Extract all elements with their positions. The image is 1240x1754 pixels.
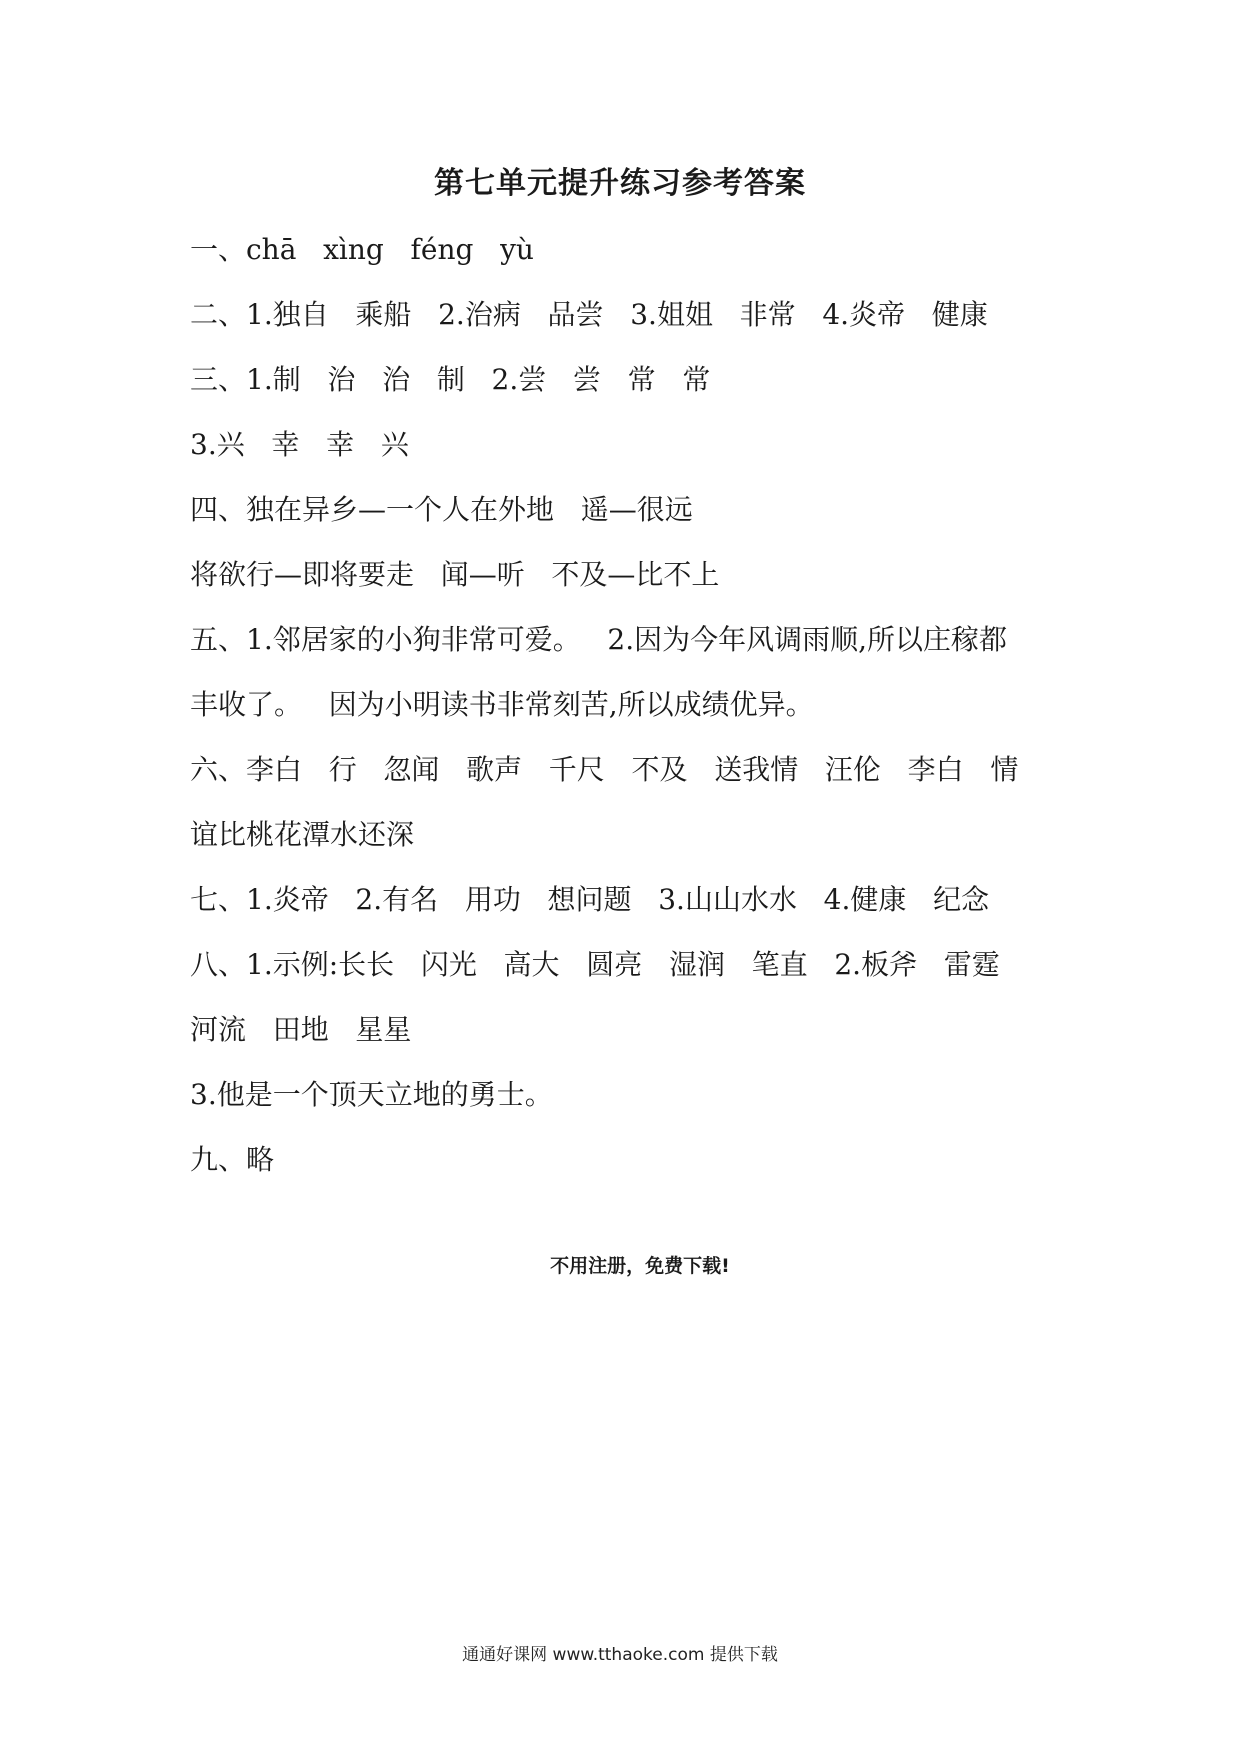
answer-line-12: 八、1.示例:长长 闪光 高大 圆亮 湿润 笔直 2.板斧 雷霆 [190,948,1000,981]
answer-line-7: 五、1.邻居家的小狗非常可爱。 2.因为今年风调雨顺,所以庄稼都 [190,623,1008,656]
answer-line-10: 谊比桃花潭水还深 [190,818,415,851]
answer-line-15: 九、略 [190,1143,275,1176]
answer-line-9: 六、李白 行 忽闻 歌声 千尺 不及 送我情 汪伦 李白 情 [190,753,1019,786]
answer-line-4: 3.兴 幸 幸 兴 [190,428,409,461]
page-footer: 通通好课网 www.tthaoke.com 提供下载 [462,1645,778,1665]
answer-line-6: 将欲行—即将要走 闻—听 不及—比不上 [190,558,720,591]
document-title: 第七单元提升练习参考答案 [434,166,806,201]
answer-line-2: 二、1.独自 乘船 2.治病 品尝 3.姐姐 非常 4.炎帝 健康 [190,298,988,331]
answer-line-13: 河流 田地 星星 [190,1013,412,1046]
answer-line-1: 一、chā xìng féng yù [190,233,534,266]
answer-line-8: 丰收了。 因为小明读书非常刻苦,所以成绩优异。 [190,688,814,721]
answer-line-14: 3.他是一个顶天立地的勇士。 [190,1078,553,1111]
answer-line-11: 七、1.炎帝 2.有名 用功 想问题 3.山山水水 4.健康 纪念 [190,883,990,916]
free-download-notice: 不用注册，免费下载! [550,1255,730,1277]
answer-line-5: 四、独在异乡—一个人在外地 遥—很远 [190,493,693,526]
answer-line-3: 三、1.制 治 治 制 2.尝 尝 常 常 [190,363,711,396]
